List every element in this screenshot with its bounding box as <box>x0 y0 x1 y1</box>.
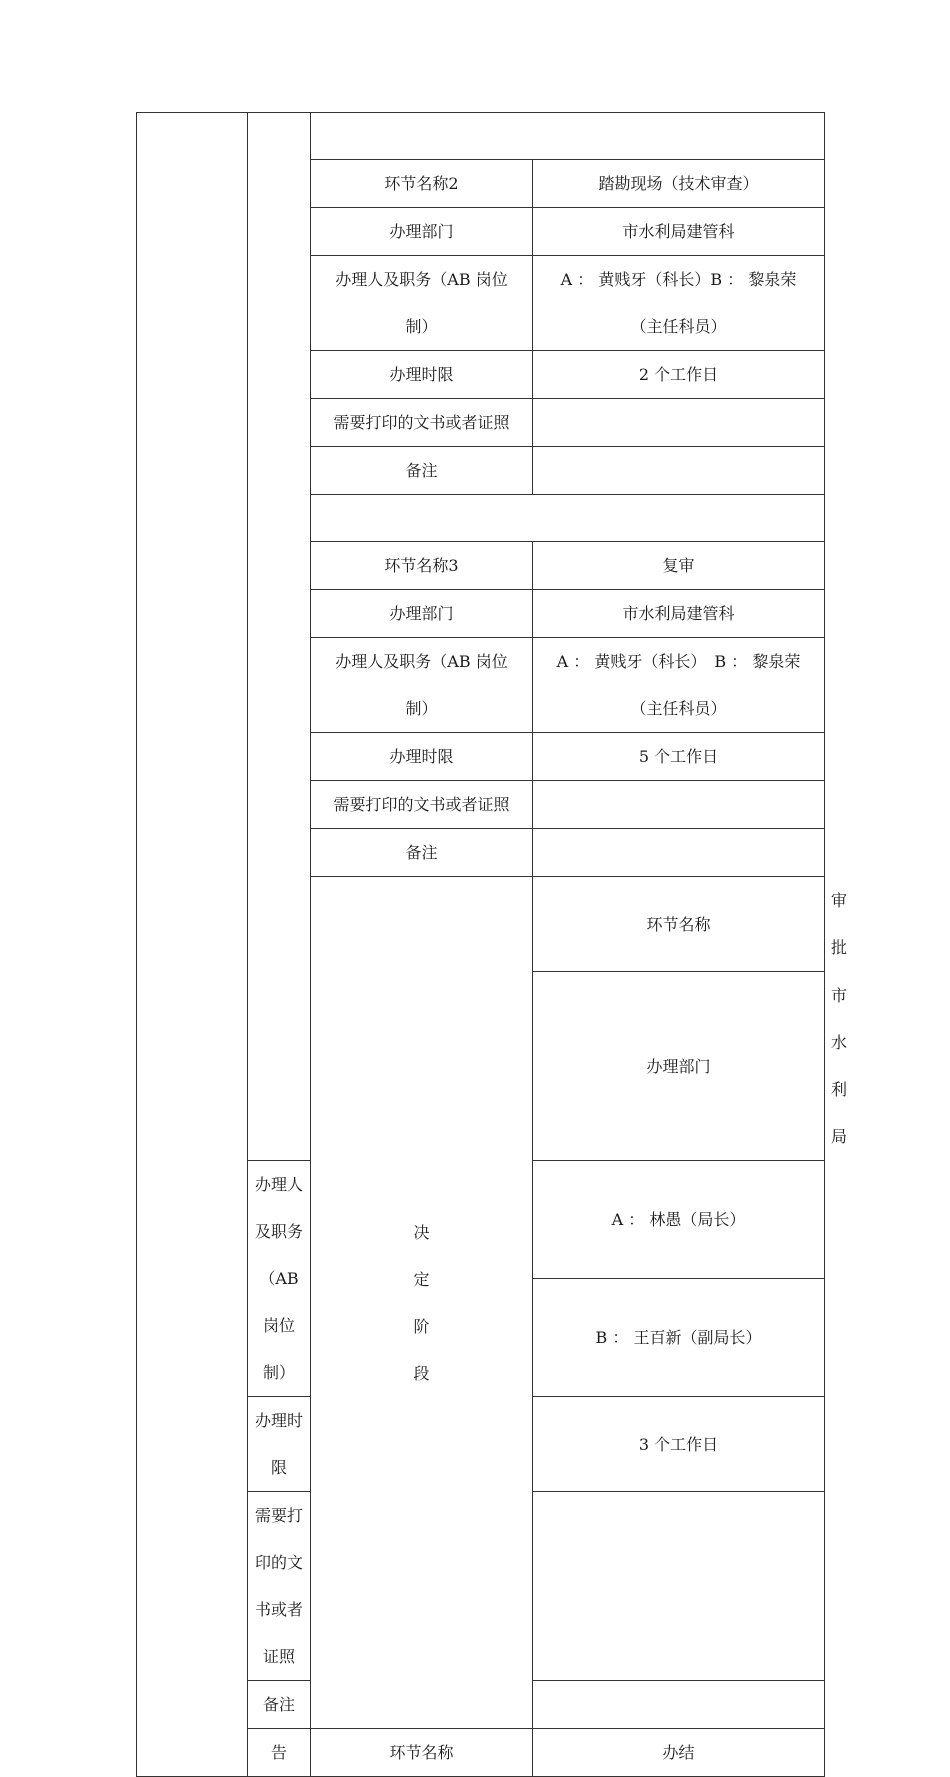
handler-value-line1: A ： 黄贱牙（科长） B ： 黎泉荣 <box>556 652 801 671</box>
stage-char: 定 <box>413 1269 430 1289</box>
step-name-label: 环节名称3 <box>311 542 533 590</box>
handler-label-line2: 制） <box>405 699 438 718</box>
stage-char: 决 <box>413 1222 430 1242</box>
step-name-label: 环节名称2 <box>311 160 533 208</box>
docs-value <box>533 1492 825 1681</box>
handler-label-line1: 办理人及职务（AB 岗位 <box>254 1175 303 1335</box>
remark-value <box>533 829 825 877</box>
handler-label-line1: 办理人及职务（AB 岗位 <box>335 652 508 671</box>
time-value: 2 个工作日 <box>533 351 825 399</box>
dept-label: 办理部门 <box>311 208 533 256</box>
docs-label: 需要打印的文书或者证照 <box>248 1492 311 1681</box>
table-row: 决 定 阶 段 环节名称 审批 <box>137 877 825 972</box>
step-name-value: 复审 <box>533 542 825 590</box>
time-label: 办理时限 <box>311 733 533 781</box>
dept-value: 市水利局建管科 <box>533 208 825 256</box>
docs-label: 需要打印的文书或者证照 <box>311 781 533 829</box>
blank-spacer-row <box>311 113 825 160</box>
handler-b-value: B ： 王百新（副局长） <box>533 1279 825 1397</box>
docs-value <box>533 781 825 829</box>
remark-label: 备注 <box>248 1681 311 1729</box>
handler-label <box>248 1161 311 1397</box>
handler-a-value: A ： 林愚（局长） <box>533 1161 825 1279</box>
step-name-value: 办结 <box>533 1729 825 1777</box>
decision-stage-label <box>311 877 533 1729</box>
remark-value <box>533 1681 825 1729</box>
handler-value-line2: （主任科员） <box>630 317 727 336</box>
handler-label <box>311 638 533 733</box>
docs-value <box>533 399 825 447</box>
process-table <box>136 112 848 1777</box>
notice-stage-label: 告 <box>248 1729 311 1777</box>
step-name-label: 环节名称 <box>533 877 825 972</box>
dept-label: 办理部门 <box>311 590 533 638</box>
dept-label: 办理部门 <box>533 972 825 1161</box>
handler-value <box>533 638 825 733</box>
step-name-label: 环节名称 <box>311 1729 533 1777</box>
time-value: 3 个工作日 <box>533 1397 825 1492</box>
docs-label: 需要打印的文书或者证照 <box>311 399 533 447</box>
remark-value <box>533 447 825 495</box>
step-name-value: 踏勘现场（技术审查） <box>533 160 825 208</box>
stage-char: 段 <box>413 1363 430 1383</box>
dept-value: 市水利局建管科 <box>533 590 825 638</box>
stage-char: 阶 <box>413 1316 430 1336</box>
handler-label-line2: 制） <box>405 317 438 336</box>
handler-value-line2: （主任科员） <box>630 699 727 718</box>
time-value: 5 个工作日 <box>533 733 825 781</box>
handler-label <box>311 256 533 351</box>
handler-value <box>533 256 825 351</box>
time-label: 办理时限 <box>311 351 533 399</box>
handler-value-line1: A ： 黄贱牙（科长）B ： 黎泉荣 <box>560 270 797 289</box>
remark-label: 备注 <box>311 829 533 877</box>
time-label: 办理时限 <box>248 1397 311 1492</box>
handler-label-line2: 制） <box>262 1363 295 1382</box>
handler-label-line1: 办理人及职务（AB 岗位 <box>335 270 508 289</box>
outer-blank-column <box>137 113 248 1777</box>
remark-label: 备注 <box>311 447 533 495</box>
table-row: 办理部门 市水利局 <box>137 972 825 1161</box>
review-stage-column <box>248 113 311 1161</box>
blank-spacer-row <box>311 495 825 542</box>
